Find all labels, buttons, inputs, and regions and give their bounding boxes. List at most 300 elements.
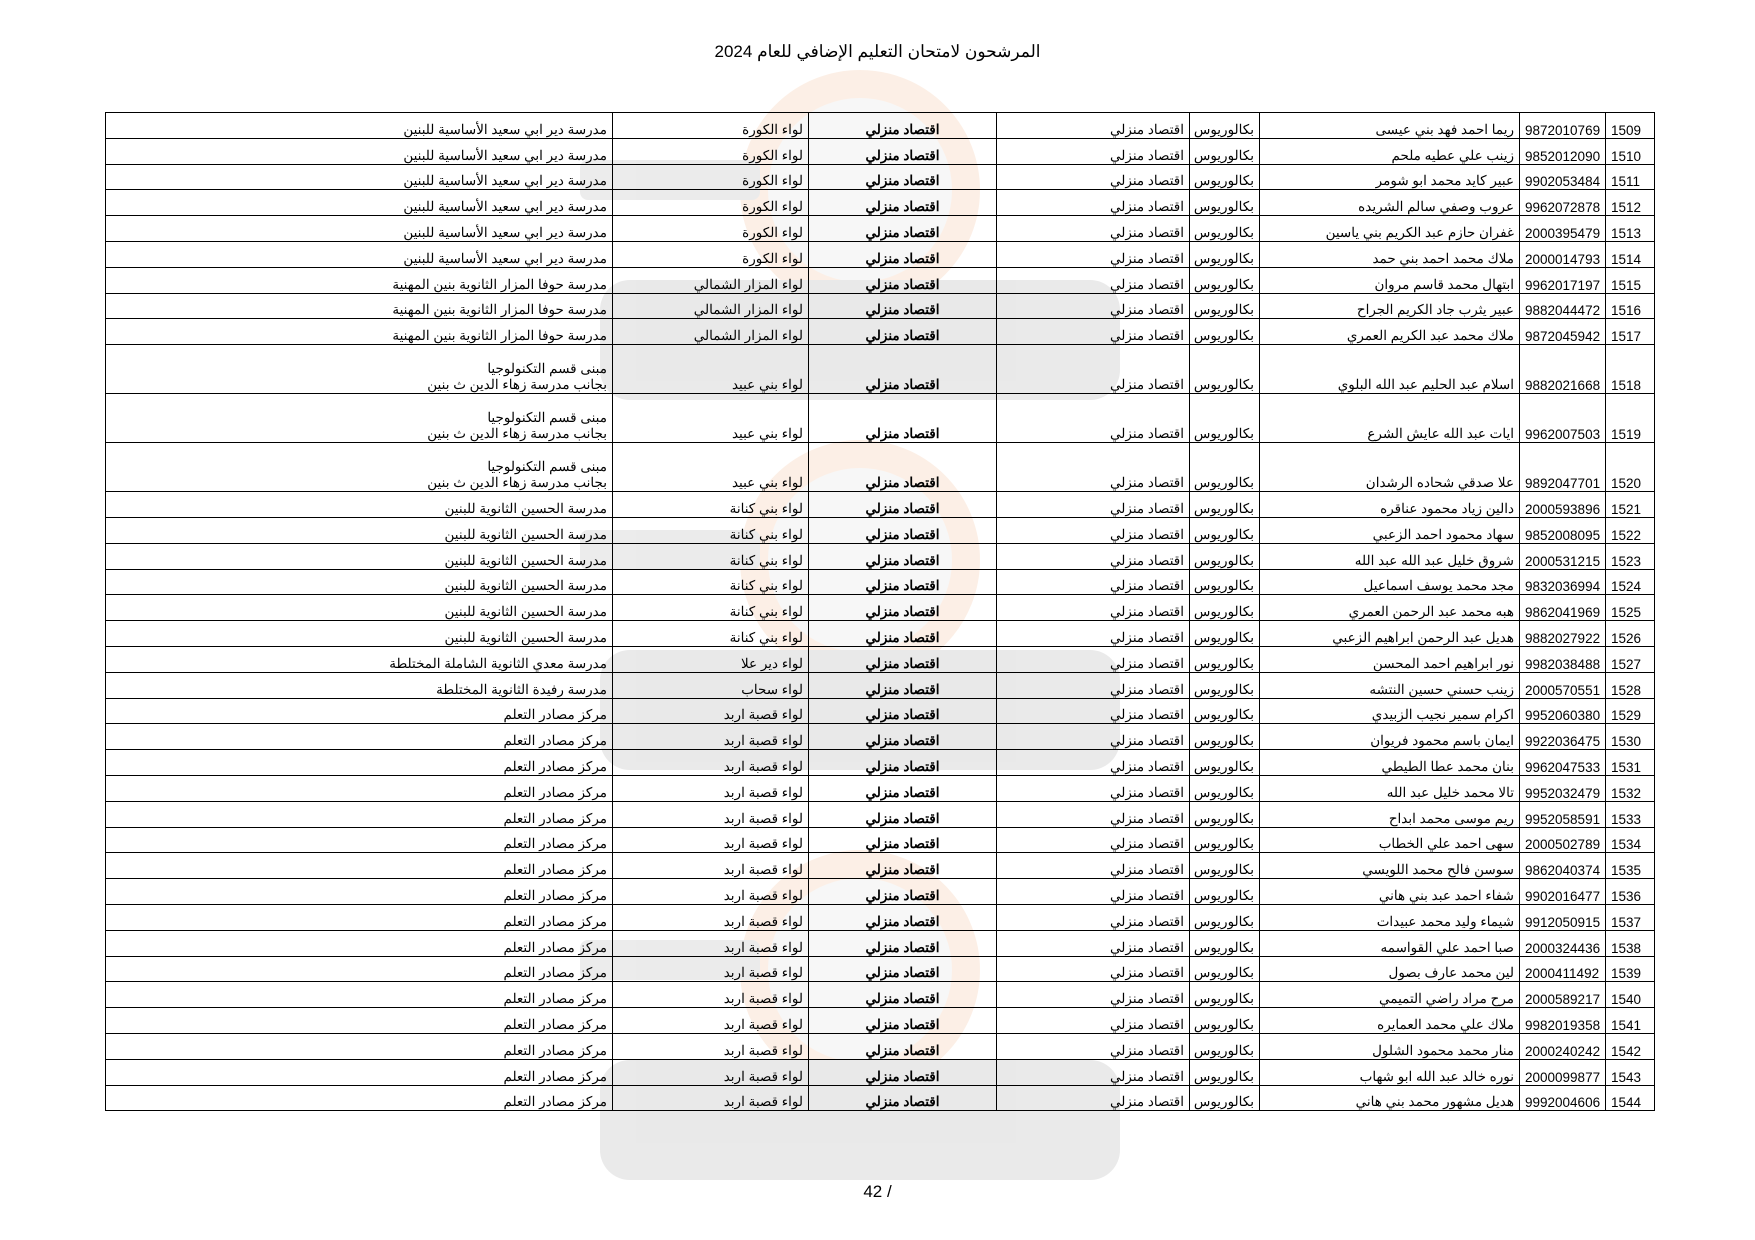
exam-subject-cell: اقتصاد منزلي xyxy=(809,853,997,879)
district-cell: لواء دير علا xyxy=(613,646,809,672)
table-row xyxy=(106,113,1655,139)
row-number-cell: 1517 xyxy=(1606,319,1655,345)
candidate-name-cell: ايمان باسم محمود فريوان xyxy=(1260,724,1520,750)
exam-center-cell xyxy=(106,394,613,443)
table-row xyxy=(106,492,1655,518)
row-number-cell: 1513 xyxy=(1606,216,1655,242)
candidate-name-cell: ايات عبد الله عايش الشرع xyxy=(1260,394,1520,443)
degree-cell: بكالوريوس xyxy=(1190,930,1260,956)
row-number-cell: 1515 xyxy=(1606,267,1655,293)
national-id-cell: 9832036994 xyxy=(1520,569,1606,595)
exam-center-line: مدرسة دير ابي سعيد الأساسية للبنين xyxy=(403,121,607,137)
exam-center-line: مدرسة حوفا المزار الثانوية بنين المهنية xyxy=(392,276,607,292)
exam-center-cell xyxy=(106,904,613,930)
national-id-cell: 9852012090 xyxy=(1520,138,1606,164)
district-cell: لواء المزار الشمالي xyxy=(613,319,809,345)
national-id-cell: 2000240242 xyxy=(1520,1033,1606,1059)
district-cell: لواء الكورة xyxy=(613,113,809,139)
district-cell: لواء قصبة اربد xyxy=(613,930,809,956)
candidates-table-body xyxy=(106,113,1655,1111)
national-id-cell: 2000099877 xyxy=(1520,1059,1606,1085)
specialization-cell: اقتصاد منزلي xyxy=(997,672,1190,698)
national-id-cell: 9872010769 xyxy=(1520,113,1606,139)
degree-cell: بكالوريوس xyxy=(1190,569,1260,595)
exam-center-cell xyxy=(106,775,613,801)
exam-subject-cell: اقتصاد منزلي xyxy=(809,190,997,216)
specialization-cell: اقتصاد منزلي xyxy=(997,293,1190,319)
exam-subject-cell: اقتصاد منزلي xyxy=(809,345,997,394)
exam-subject-cell: اقتصاد منزلي xyxy=(809,138,997,164)
district-cell: لواء قصبة اربد xyxy=(613,956,809,982)
exam-center-cell xyxy=(106,113,613,139)
district-cell: لواء بني عبيد xyxy=(613,394,809,443)
exam-center-cell xyxy=(106,241,613,267)
table-row xyxy=(106,190,1655,216)
exam-center-cell xyxy=(106,216,613,242)
district-cell: لواء بني كنانة xyxy=(613,621,809,647)
exam-center-cell xyxy=(106,1059,613,1085)
exam-subject-cell: اقتصاد منزلي xyxy=(809,698,997,724)
exam-center-cell xyxy=(106,750,613,776)
specialization-cell: اقتصاد منزلي xyxy=(997,190,1190,216)
exam-center-cell xyxy=(106,164,613,190)
candidate-name-cell: شروق خليل عبد الله عبد الله xyxy=(1260,543,1520,569)
national-id-cell: 2000502789 xyxy=(1520,827,1606,853)
degree-cell: بكالوريوس xyxy=(1190,164,1260,190)
exam-center-cell xyxy=(106,190,613,216)
exam-center-line: مركز مصادر التعلم xyxy=(503,939,607,955)
exam-center-cell xyxy=(106,801,613,827)
table-row xyxy=(106,517,1655,543)
national-id-cell: 9962017197 xyxy=(1520,267,1606,293)
exam-center-line: مركز مصادر التعلم xyxy=(503,991,607,1007)
specialization-cell: اقتصاد منزلي xyxy=(997,216,1190,242)
exam-center-cell xyxy=(106,621,613,647)
row-number-cell: 1510 xyxy=(1606,138,1655,164)
degree-cell: بكالوريوس xyxy=(1190,1008,1260,1034)
exam-center-cell xyxy=(106,517,613,543)
district-cell: لواء بني كنانة xyxy=(613,492,809,518)
row-number-cell: 1509 xyxy=(1606,113,1655,139)
table-row xyxy=(106,724,1655,750)
national-id-cell: 9872045942 xyxy=(1520,319,1606,345)
specialization-cell: اقتصاد منزلي xyxy=(997,1008,1190,1034)
row-number-cell: 1535 xyxy=(1606,853,1655,879)
candidate-name-cell: ملاك علي محمد العمايره xyxy=(1260,1008,1520,1034)
specialization-cell: اقتصاد منزلي xyxy=(997,595,1190,621)
table-row xyxy=(106,241,1655,267)
district-cell: لواء الكورة xyxy=(613,241,809,267)
degree-cell: بكالوريوس xyxy=(1190,394,1260,443)
exam-center-line: مدرسة حوفا المزار الثانوية بنين المهنية xyxy=(392,302,607,318)
exam-center-line: مدرسة دير ابي سعيد الأساسية للبنين xyxy=(403,173,607,189)
candidate-name-cell: سهاد محمود احمد الزعبي xyxy=(1260,517,1520,543)
exam-subject-cell: اقتصاد منزلي xyxy=(809,1033,997,1059)
table-row xyxy=(106,879,1655,905)
exam-center-line: مركز مصادر التعلم xyxy=(503,887,607,903)
exam-subject-cell: اقتصاد منزلي xyxy=(809,492,997,518)
candidate-name-cell: هبه محمد عبد الرحمن العمري xyxy=(1260,595,1520,621)
national-id-cell: 9892047701 xyxy=(1520,443,1606,492)
degree-cell: بكالوريوس xyxy=(1190,443,1260,492)
national-id-cell: 2000589217 xyxy=(1520,982,1606,1008)
degree-cell: بكالوريوس xyxy=(1190,241,1260,267)
row-number-cell: 1529 xyxy=(1606,698,1655,724)
specialization-cell: اقتصاد منزلي xyxy=(997,543,1190,569)
national-id-cell: 9962007503 xyxy=(1520,394,1606,443)
exam-center-cell xyxy=(106,698,613,724)
specialization-cell: اقتصاد منزلي xyxy=(997,698,1190,724)
table-row xyxy=(106,672,1655,698)
row-number-cell: 1544 xyxy=(1606,1085,1655,1111)
row-number-cell: 1541 xyxy=(1606,1008,1655,1034)
exam-center-cell xyxy=(106,569,613,595)
table-row xyxy=(106,621,1655,647)
district-cell: لواء الكورة xyxy=(613,216,809,242)
degree-cell: بكالوريوس xyxy=(1190,750,1260,776)
district-cell: لواء المزار الشمالي xyxy=(613,293,809,319)
degree-cell: بكالوريوس xyxy=(1190,216,1260,242)
degree-cell: بكالوريوس xyxy=(1190,345,1260,394)
row-number-cell: 1523 xyxy=(1606,543,1655,569)
district-cell: لواء قصبة اربد xyxy=(613,904,809,930)
row-number-cell: 1521 xyxy=(1606,492,1655,518)
degree-cell: بكالوريوس xyxy=(1190,267,1260,293)
candidate-name-cell: لين محمد عارف بصول xyxy=(1260,956,1520,982)
district-cell: لواء قصبة اربد xyxy=(613,982,809,1008)
exam-center-line: مبنى قسم التكنولوجيا xyxy=(487,459,607,475)
national-id-cell: 9862041969 xyxy=(1520,595,1606,621)
candidate-name-cell: هديل عبد الرحمن ابراهيم الزعبي xyxy=(1260,621,1520,647)
degree-cell: بكالوريوس xyxy=(1190,595,1260,621)
national-id-cell: 9852008095 xyxy=(1520,517,1606,543)
specialization-cell: اقتصاد منزلي xyxy=(997,569,1190,595)
exam-center-line: مركز مصادر التعلم xyxy=(503,913,607,929)
exam-center-line: مدرسة الحسين الثانوية للبنين xyxy=(444,500,607,516)
candidate-name-cell: هديل مشهور محمد بني هاني xyxy=(1260,1085,1520,1111)
district-cell: لواء قصبة اربد xyxy=(613,698,809,724)
district-cell: لواء قصبة اربد xyxy=(613,1033,809,1059)
exam-center-cell xyxy=(106,543,613,569)
candidate-name-cell: بنان محمد عطا الطيطي xyxy=(1260,750,1520,776)
row-number-cell: 1534 xyxy=(1606,827,1655,853)
district-cell: لواء الكورة xyxy=(613,138,809,164)
national-id-cell: 2000324436 xyxy=(1520,930,1606,956)
exam-subject-cell: اقتصاد منزلي xyxy=(809,394,997,443)
table-row xyxy=(106,443,1655,492)
national-id-cell: 9922036475 xyxy=(1520,724,1606,750)
district-cell: لواء قصبة اربد xyxy=(613,775,809,801)
candidate-name-cell: اسلام عبد الحليم عبد الله البلوي xyxy=(1260,345,1520,394)
row-number-cell: 1531 xyxy=(1606,750,1655,776)
national-id-cell: 2000014793 xyxy=(1520,241,1606,267)
specialization-cell: اقتصاد منزلي xyxy=(997,775,1190,801)
specialization-cell: اقتصاد منزلي xyxy=(997,164,1190,190)
row-number-cell: 1539 xyxy=(1606,956,1655,982)
exam-subject-cell: اقتصاد منزلي xyxy=(809,775,997,801)
candidates-table xyxy=(105,112,1655,1111)
national-id-cell: 9962072878 xyxy=(1520,190,1606,216)
row-number-cell: 1530 xyxy=(1606,724,1655,750)
table-row xyxy=(106,1033,1655,1059)
exam-center-cell xyxy=(106,724,613,750)
national-id-cell: 2000411492 xyxy=(1520,956,1606,982)
degree-cell: بكالوريوس xyxy=(1190,982,1260,1008)
degree-cell: بكالوريوس xyxy=(1190,543,1260,569)
district-cell: لواء قصبة اربد xyxy=(613,879,809,905)
exam-center-cell xyxy=(106,443,613,492)
degree-cell: بكالوريوس xyxy=(1190,492,1260,518)
row-number-cell: 1520 xyxy=(1606,443,1655,492)
specialization-cell: اقتصاد منزلي xyxy=(997,827,1190,853)
exam-center-cell xyxy=(106,956,613,982)
degree-cell: بكالوريوس xyxy=(1190,775,1260,801)
national-id-cell: 9882027922 xyxy=(1520,621,1606,647)
exam-subject-cell: اقتصاد منزلي xyxy=(809,750,997,776)
table-row xyxy=(106,543,1655,569)
district-cell: لواء قصبة اربد xyxy=(613,1085,809,1111)
degree-cell: بكالوريوس xyxy=(1190,621,1260,647)
candidate-name-cell: ريم موسى محمد ابداح xyxy=(1260,801,1520,827)
exam-center-line: بجانب مدرسة زهاء الدين ث بنين xyxy=(427,475,607,491)
candidate-name-cell: صبا احمد علي القواسمه xyxy=(1260,930,1520,956)
district-cell: لواء قصبة اربد xyxy=(613,724,809,750)
exam-center-line: بجانب مدرسة زهاء الدين ث بنين xyxy=(427,377,607,393)
table-row xyxy=(106,138,1655,164)
national-id-cell: 9952060380 xyxy=(1520,698,1606,724)
exam-center-cell xyxy=(106,930,613,956)
row-number-cell: 1532 xyxy=(1606,775,1655,801)
district-cell: لواء الكورة xyxy=(613,164,809,190)
row-number-cell: 1542 xyxy=(1606,1033,1655,1059)
exam-subject-cell: اقتصاد منزلي xyxy=(809,569,997,595)
exam-subject-cell: اقتصاد منزلي xyxy=(809,879,997,905)
specialization-cell: اقتصاد منزلي xyxy=(997,138,1190,164)
exam-subject-cell: اقتصاد منزلي xyxy=(809,267,997,293)
specialization-cell: اقتصاد منزلي xyxy=(997,394,1190,443)
degree-cell: بكالوريوس xyxy=(1190,827,1260,853)
exam-center-line: مدرسة الحسين الثانوية للبنين xyxy=(444,552,607,568)
degree-cell: بكالوريوس xyxy=(1190,319,1260,345)
national-id-cell: 9952058591 xyxy=(1520,801,1606,827)
specialization-cell: اقتصاد منزلي xyxy=(997,443,1190,492)
exam-center-cell xyxy=(106,1033,613,1059)
exam-center-cell xyxy=(106,267,613,293)
exam-subject-cell: اقتصاد منزلي xyxy=(809,293,997,319)
exam-center-cell xyxy=(106,827,613,853)
specialization-cell: اقتصاد منزلي xyxy=(997,930,1190,956)
table-row xyxy=(106,698,1655,724)
degree-cell: بكالوريوس xyxy=(1190,672,1260,698)
exam-subject-cell: اقتصاد منزلي xyxy=(809,595,997,621)
specialization-cell: اقتصاد منزلي xyxy=(997,982,1190,1008)
candidate-name-cell: مجد محمد يوسف اسماعيل xyxy=(1260,569,1520,595)
exam-center-line: مدرسة الحسين الثانوية للبنين xyxy=(444,604,607,620)
candidate-name-cell: علا صدقي شحاده الرشدان xyxy=(1260,443,1520,492)
specialization-cell: اقتصاد منزلي xyxy=(997,113,1190,139)
exam-center-cell xyxy=(106,1085,613,1111)
district-cell: لواء بني عبيد xyxy=(613,443,809,492)
exam-center-line: مدرسة الحسين الثانوية للبنين xyxy=(444,526,607,542)
specialization-cell: اقتصاد منزلي xyxy=(997,879,1190,905)
table-row xyxy=(106,930,1655,956)
exam-subject-cell: اقتصاد منزلي xyxy=(809,543,997,569)
row-number-cell: 1526 xyxy=(1606,621,1655,647)
district-cell: لواء قصبة اربد xyxy=(613,853,809,879)
exam-center-cell xyxy=(106,879,613,905)
district-cell: لواء قصبة اربد xyxy=(613,1008,809,1034)
exam-center-cell xyxy=(106,595,613,621)
specialization-cell: اقتصاد منزلي xyxy=(997,241,1190,267)
candidate-name-cell: ملاك محمد عبد الكريم العمري xyxy=(1260,319,1520,345)
exam-subject-cell: اقتصاد منزلي xyxy=(809,956,997,982)
degree-cell: بكالوريوس xyxy=(1190,1085,1260,1111)
exam-subject-cell: اقتصاد منزلي xyxy=(809,646,997,672)
exam-subject-cell: اقتصاد منزلي xyxy=(809,1008,997,1034)
degree-cell: بكالوريوس xyxy=(1190,956,1260,982)
table-row xyxy=(106,345,1655,394)
national-id-cell: 9952032479 xyxy=(1520,775,1606,801)
national-id-cell: 9912050915 xyxy=(1520,904,1606,930)
exam-center-cell xyxy=(106,982,613,1008)
page-title: المرشحون لامتحان التعليم الإضافي للعام 2024 xyxy=(714,42,1041,61)
exam-subject-cell: اقتصاد منزلي xyxy=(809,164,997,190)
national-id-cell: 9962047533 xyxy=(1520,750,1606,776)
national-id-cell: 9902053484 xyxy=(1520,164,1606,190)
row-number-cell: 1519 xyxy=(1606,394,1655,443)
page-number: 42 / xyxy=(863,1182,892,1201)
row-number-cell: 1543 xyxy=(1606,1059,1655,1085)
exam-subject-cell: اقتصاد منزلي xyxy=(809,1059,997,1085)
table-row xyxy=(106,904,1655,930)
exam-center-cell xyxy=(106,293,613,319)
exam-center-line: مدرسة رفيدة الثانوية المختلطة xyxy=(436,681,607,697)
national-id-cell: 9882021668 xyxy=(1520,345,1606,394)
exam-subject-cell: اقتصاد منزلي xyxy=(809,319,997,345)
table-row xyxy=(106,982,1655,1008)
row-number-cell: 1522 xyxy=(1606,517,1655,543)
district-cell: لواء الكورة xyxy=(613,190,809,216)
exam-center-cell xyxy=(106,138,613,164)
candidate-name-cell: نوره خالد عبد الله ابو شهاب xyxy=(1260,1059,1520,1085)
candidate-name-cell: تالا محمد خليل عبد الله xyxy=(1260,775,1520,801)
degree-cell: بكالوريوس xyxy=(1190,853,1260,879)
district-cell: لواء قصبة اربد xyxy=(613,750,809,776)
candidate-name-cell: دالين زياد محمود عناقره xyxy=(1260,492,1520,518)
exam-subject-cell: اقتصاد منزلي xyxy=(809,241,997,267)
exam-center-line: مدرسة الحسين الثانوية للبنين xyxy=(444,629,607,645)
district-cell: لواء بني كنانة xyxy=(613,569,809,595)
exam-subject-cell: اقتصاد منزلي xyxy=(809,443,997,492)
degree-cell: بكالوريوس xyxy=(1190,724,1260,750)
specialization-cell: اقتصاد منزلي xyxy=(997,492,1190,518)
candidate-name-cell: منار محمد محمود الشلول xyxy=(1260,1033,1520,1059)
row-number-cell: 1516 xyxy=(1606,293,1655,319)
degree-cell: بكالوريوس xyxy=(1190,879,1260,905)
table-row xyxy=(106,827,1655,853)
national-id-cell: 2000593896 xyxy=(1520,492,1606,518)
degree-cell: بكالوريوس xyxy=(1190,646,1260,672)
exam-center-line: مركز مصادر التعلم xyxy=(503,1068,607,1084)
exam-center-line: مبنى قسم التكنولوجيا xyxy=(487,361,607,377)
exam-center-cell xyxy=(106,1008,613,1034)
exam-center-line: بجانب مدرسة زهاء الدين ث بنين xyxy=(427,426,607,442)
national-id-cell: 9982038488 xyxy=(1520,646,1606,672)
district-cell: لواء المزار الشمالي xyxy=(613,267,809,293)
exam-subject-cell: اقتصاد منزلي xyxy=(809,801,997,827)
table-row xyxy=(106,1059,1655,1085)
national-id-cell: 9882044472 xyxy=(1520,293,1606,319)
row-number-cell: 1528 xyxy=(1606,672,1655,698)
exam-center-line: مركز مصادر التعلم xyxy=(503,965,607,981)
row-number-cell: 1537 xyxy=(1606,904,1655,930)
exam-center-line: مركز مصادر التعلم xyxy=(503,862,607,878)
degree-cell: بكالوريوس xyxy=(1190,517,1260,543)
candidate-name-cell: غفران حازم عبد الكريم بني ياسين xyxy=(1260,216,1520,242)
table-row xyxy=(106,293,1655,319)
exam-subject-cell: اقتصاد منزلي xyxy=(809,1085,997,1111)
exam-subject-cell: اقتصاد منزلي xyxy=(809,517,997,543)
candidate-name-cell: عبير كايد محمد ابو شومر xyxy=(1260,164,1520,190)
exam-center-line: مدرسة حوفا المزار الثانوية بنين المهنية xyxy=(392,328,607,344)
exam-subject-cell: اقتصاد منزلي xyxy=(809,982,997,1008)
degree-cell: بكالوريوس xyxy=(1190,801,1260,827)
national-id-cell: 9902016477 xyxy=(1520,879,1606,905)
exam-center-line: مدرسة الحسين الثانوية للبنين xyxy=(444,578,607,594)
table-row xyxy=(106,1085,1655,1111)
exam-center-line: مركز مصادر التعلم xyxy=(503,836,607,852)
degree-cell: بكالوريوس xyxy=(1190,1033,1260,1059)
specialization-cell: اقتصاد منزلي xyxy=(997,345,1190,394)
row-number-cell: 1533 xyxy=(1606,801,1655,827)
national-id-cell: 9862040374 xyxy=(1520,853,1606,879)
exam-subject-cell: اقتصاد منزلي xyxy=(809,216,997,242)
specialization-cell: اقتصاد منزلي xyxy=(997,956,1190,982)
exam-center-line: مدرسة دير ابي سعيد الأساسية للبنين xyxy=(403,199,607,215)
row-number-cell: 1540 xyxy=(1606,982,1655,1008)
exam-center-line: مركز مصادر التعلم xyxy=(503,1016,607,1032)
table-row xyxy=(106,216,1655,242)
table-row xyxy=(106,646,1655,672)
row-number-cell: 1524 xyxy=(1606,569,1655,595)
exam-center-line: مركز مصادر التعلم xyxy=(503,758,607,774)
candidate-name-cell: مرح مراد راضي التميمي xyxy=(1260,982,1520,1008)
exam-center-cell xyxy=(106,492,613,518)
candidate-name-cell: زينب علي عطيه ملحم xyxy=(1260,138,1520,164)
exam-subject-cell: اقتصاد منزلي xyxy=(809,827,997,853)
exam-center-line: مركز مصادر التعلم xyxy=(503,1094,607,1110)
table-row xyxy=(106,394,1655,443)
candidate-name-cell: زينب حسني حسين النتشه xyxy=(1260,672,1520,698)
exam-subject-cell: اقتصاد منزلي xyxy=(809,672,997,698)
degree-cell: بكالوريوس xyxy=(1190,190,1260,216)
row-number-cell: 1512 xyxy=(1606,190,1655,216)
candidate-name-cell: سوسن فالح محمد اللويسي xyxy=(1260,853,1520,879)
exam-center-line: مدرسة دير ابي سعيد الأساسية للبنين xyxy=(403,224,607,240)
district-cell: لواء بني كنانة xyxy=(613,517,809,543)
district-cell: لواء سحاب xyxy=(613,672,809,698)
district-cell: لواء قصبة اربد xyxy=(613,1059,809,1085)
table-row xyxy=(106,319,1655,345)
specialization-cell: اقتصاد منزلي xyxy=(997,1085,1190,1111)
specialization-cell: اقتصاد منزلي xyxy=(997,646,1190,672)
exam-center-line: مدرسة معدي الثانوية الشاملة المختلطة xyxy=(389,655,607,671)
row-number-cell: 1518 xyxy=(1606,345,1655,394)
exam-center-cell xyxy=(106,319,613,345)
degree-cell: بكالوريوس xyxy=(1190,138,1260,164)
candidate-name-cell: ابتهال محمد قاسم مروان xyxy=(1260,267,1520,293)
row-number-cell: 1525 xyxy=(1606,595,1655,621)
